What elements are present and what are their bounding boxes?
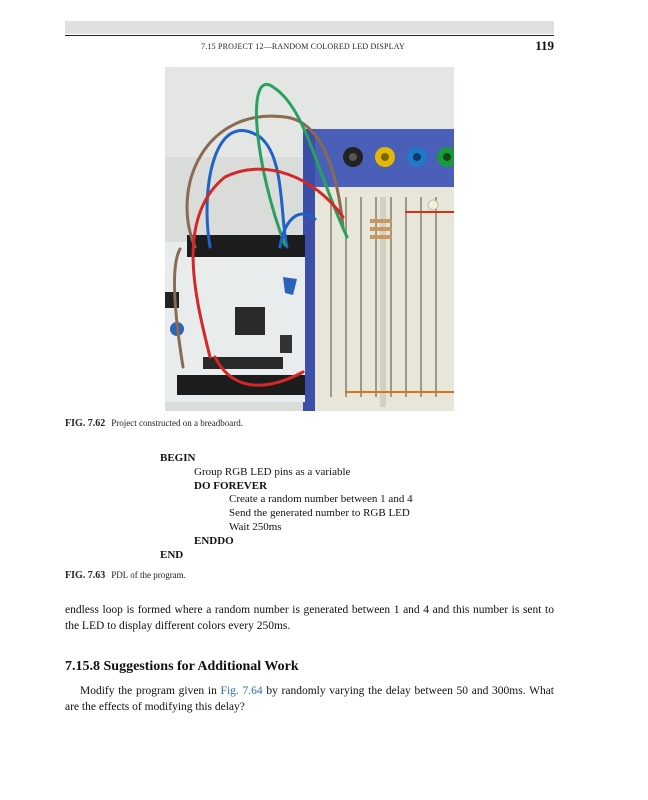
pdl-line-enddo: ENDDO	[194, 535, 234, 547]
body-paragraph: endless loop is formed where a random number is generated between 1 and 4 and this number is sent to the LED to display different colors every 250ms.	[65, 604, 554, 632]
caption-text: Project constructed on a breadboard.	[111, 418, 243, 428]
paragraph-text: by randomly varying the delay between 50 and 300ms. What are the effects of modifying this delay?	[65, 685, 554, 713]
caption-text: PDL of the program.	[111, 570, 186, 580]
running-head: 7.15 PROJECT 12—RANDOM COLORED LED DISPLAY	[201, 42, 405, 51]
figure-7-63-caption	[65, 570, 186, 581]
paragraph-text: Modify the program given in	[80, 685, 221, 697]
header-rule	[65, 35, 554, 36]
pdl-line: Wait 250ms	[229, 521, 282, 533]
breadboard-photo	[165, 67, 454, 411]
breadboard	[303, 129, 454, 411]
pdl-line-do-forever: DO FOREVER	[194, 480, 268, 492]
section-heading: 7.15.8 Suggestions for Additional Work	[65, 659, 299, 674]
pdl-line: Send the generated number to RGB LED	[229, 507, 410, 519]
header-bar	[65, 21, 554, 34]
pdl-line-end: END	[160, 549, 184, 561]
figure-7-62-caption	[65, 418, 243, 429]
body-paragraph	[65, 683, 554, 715]
figure-link[interactable]: Fig. 7.64	[220, 685, 263, 697]
microcontroller-board	[165, 235, 305, 402]
caption-label: FIG. 7.63	[65, 570, 106, 581]
pdl-line: Group RGB LED pins as a variable	[194, 466, 351, 478]
caption-label: FIG. 7.62	[65, 418, 106, 429]
page-number: 119	[535, 38, 554, 53]
pdl-line: Create a random number between 1 and 4	[229, 493, 413, 505]
pdl-line-begin: BEGIN	[160, 452, 196, 464]
